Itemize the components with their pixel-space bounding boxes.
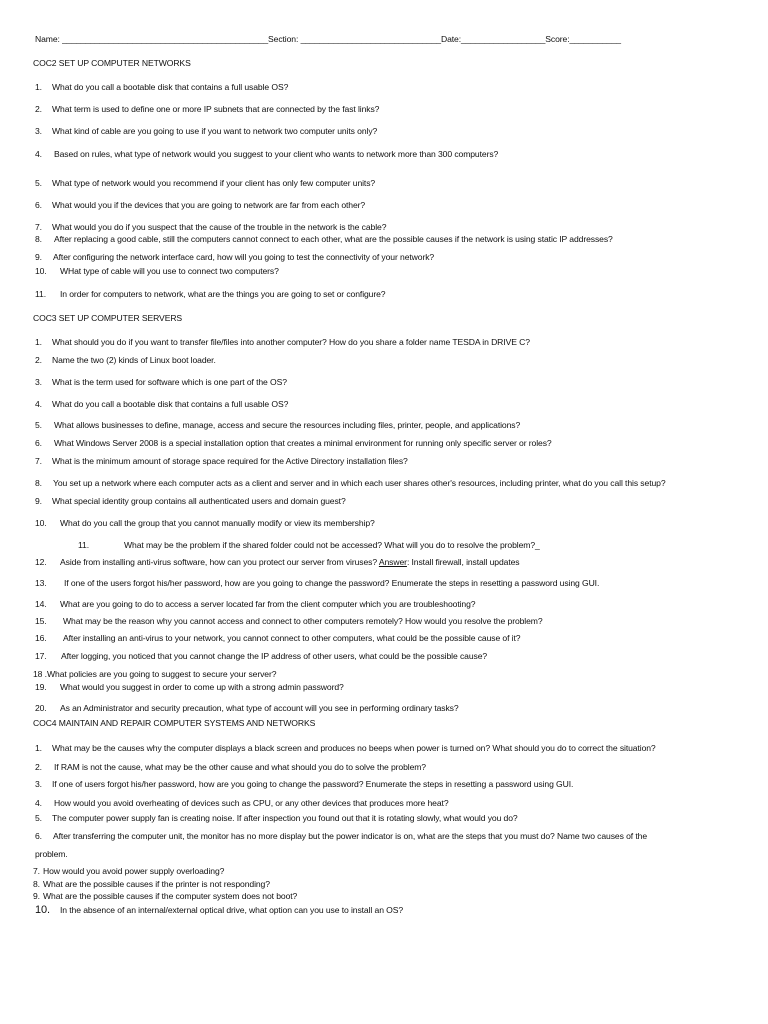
list-item: 16. After installing an anti-virus to your network, you cannot connect to other computers, what could be the possible cause of it? (35, 633, 521, 643)
list-item-continuation: problem. (35, 849, 68, 859)
list-item: 6. What would you if the devices that you are going to network are far from each other? (35, 200, 366, 210)
list-item: 11. In order for computers to network, what are the things you are going to set or configure? (35, 289, 386, 299)
list-item: 2. Name the two (2) kinds of Linux boot loader. (35, 355, 216, 365)
name-label: Name: (35, 34, 60, 44)
list-item: 10. What do you call the group that you cannot manually modify or view its membership? (35, 518, 375, 528)
list-item: 17. After logging, you noticed that you cannot change the IP address of other users, what could be the possible cause? (35, 651, 488, 661)
section-title-coc4: COC4 MAINTAIN AND REPAIR COMPUTER SYSTEMS AND NETWORKS (33, 718, 316, 728)
list-item: 8. You set up a network where each computer acts as a client and server and in which each user shares other's resources, including printer, what do you call this setup? (35, 478, 666, 488)
name-blank: ____________________________________________ (62, 34, 269, 44)
section-blank: ______________________________ (300, 34, 441, 44)
list-item: 1. What do you call a bootable disk that contains a full usable OS? (35, 82, 289, 92)
list-item: 9. After configuring the network interface card, how will you going to test the connectivity of your network? (35, 252, 435, 262)
list-item: 5. The computer power supply fan is creating noise. If after inspection you found out that it is rotating slowly, what would you do? (35, 813, 518, 823)
list-item: 11. What may be the problem if the shared folder could not be accessed? What will you do to resolve the problem?_ (78, 540, 540, 550)
list-item: 15. What may be the reason why you cannot access and connect to other computers remotely? How would you resolve the problem? (35, 616, 543, 626)
list-item: 9. What are the possible causes if the computer system does not boot? (33, 891, 298, 901)
list-item: 7. What would you do if you suspect that the cause of the trouble in the network is the cable? (35, 222, 387, 232)
list-item: 4. What do you call a bootable disk that contains a full usable OS? (35, 399, 289, 409)
list-item: 2. If RAM is not the cause, what may be the other cause and what should you do to solve the problem? (35, 762, 426, 772)
list-item: 20. As an Administrator and security precaution, what type of account will you see in performing ordinary tasks? (35, 703, 459, 713)
list-item: 10. WHat type of cable will you use to connect two computers? (35, 266, 279, 276)
list-item: 9. What special identity group contains all authenticated users and domain guest? (35, 496, 346, 506)
list-item: 5. What allows businesses to define, manage, access and secure the resources including files, printer, people, and applications? (35, 420, 521, 430)
header-line (35, 34, 621, 44)
section-label: Section: (268, 34, 299, 44)
list-item: 8. What are the possible causes if the printer is not responding? (33, 879, 270, 889)
list-item: 4. How would you avoid overheating of devices such as CPU, or any other devices that produces more heat? (35, 798, 449, 808)
score-label: Score: (545, 34, 570, 44)
list-item: 3. What is the term used for software which is one part of the OS? (35, 377, 287, 387)
score-blank: ___________ (569, 34, 621, 44)
list-item: 1. What may be the causes why the computer displays a black screen and produces no beeps when power is turned on? What should you do to correct the situation? (35, 743, 656, 753)
list-item: 6. What Windows Server 2008 is a special installation option that creates a minimal environment for running only specific server or roles? (35, 438, 552, 448)
list-item: 18 .What policies are you going to suggest to secure your server? (33, 669, 277, 679)
list-item: 3. What kind of cable are you going to use if you want to network two computer units only? (35, 126, 378, 136)
list-item: 12. Aside from installing anti-virus software, how can you protect our server from viruses? Answer: Install firewall, install updates (35, 557, 520, 567)
list-item: 7. What is the minimum amount of storage space required for the Active Directory installation files? (35, 456, 408, 466)
list-item: 7. How would you avoid power supply overloading? (33, 866, 225, 876)
list-item: 1. What should you do if you want to transfer file/files into another computer? How do you share a folder name TESDA in DRIVE C? (35, 337, 530, 347)
list-item: 14. What are you going to do to access a server located far from the client computer which you are troubleshooting? (35, 599, 476, 609)
list-item: 5. What type of network would you recommend if your client has only few computer units? (35, 178, 376, 188)
list-item: 3. If one of users forgot his/her password, how are you going to change the password? Enumerate the steps in resetting a password using GUI. (35, 779, 574, 789)
section-title-coc2: COC2 SET UP COMPUTER NETWORKS (33, 58, 191, 68)
list-item: 10. In the absence of an internal/external optical drive, what option can you use to install an OS? (35, 904, 404, 916)
list-item: 2. What term is used to define one or more IP subnets that are connected by the fast links? (35, 104, 380, 114)
date-blank: __________________ (461, 34, 546, 44)
list-item: 8. After replacing a good cable, still the computers cannot connect to each other, what are the possible causes if the network is using static IP addresses? (35, 234, 613, 244)
list-item: 19. What would you suggest in order to come up with a strong admin password? (35, 682, 344, 692)
date-label: Date: (440, 34, 462, 44)
list-item: 4. Based on rules, what type of network would you suggest to your client who wants to network more than 300 computers? (35, 149, 499, 159)
list-item: 13. If one of the users forgot his/her password, how are you going to change the password? Enumerate the steps in resetting a password using GUI. (35, 578, 600, 588)
list-item: 6. After transferring the computer unit, the monitor has no more display but the power indicator is on, what are the steps that you must do? Name two causes of the (35, 831, 647, 841)
section-title-coc3: COC3 SET UP COMPUTER SERVERS (33, 313, 183, 323)
